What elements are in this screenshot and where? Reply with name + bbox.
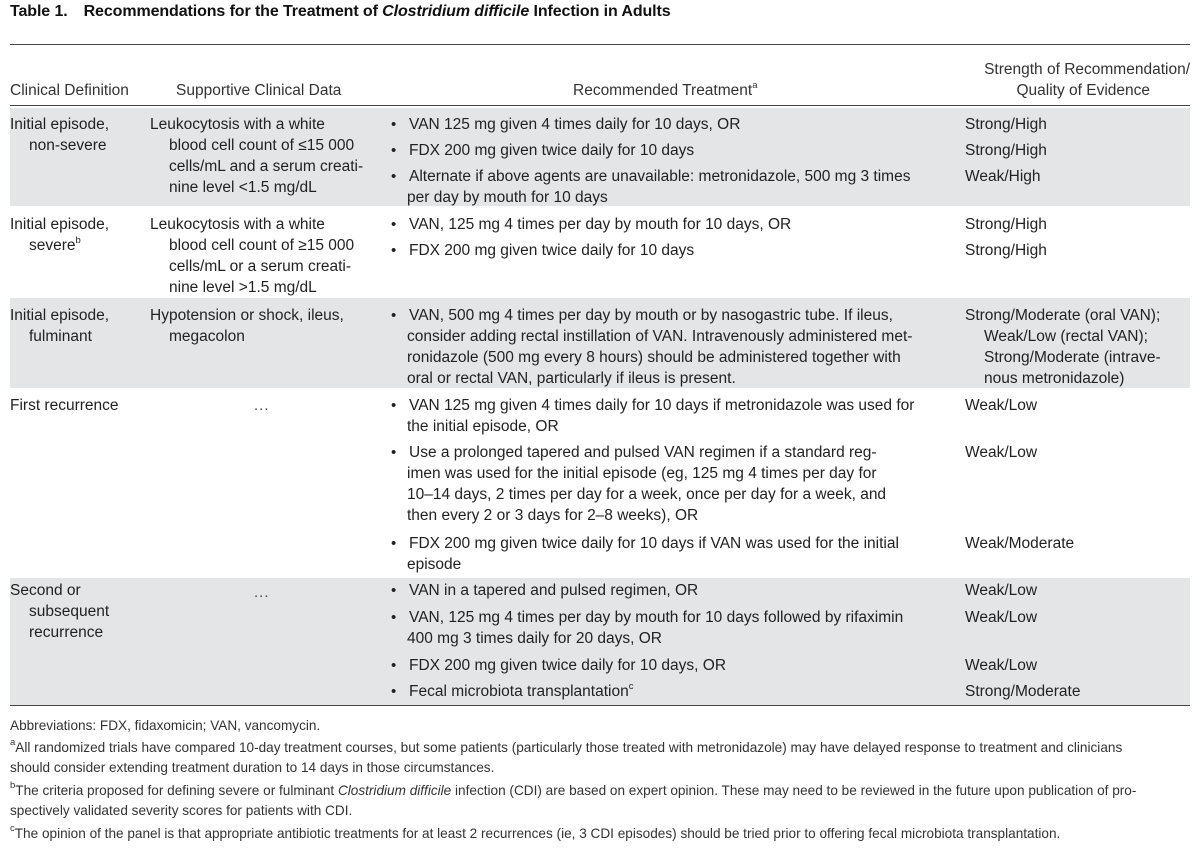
footnote-c-marker: c: [628, 681, 634, 692]
treatment-item: • VAN, 125 mg 4 times per day by mouth for 10 days, OR: [391, 216, 792, 233]
definition-first-recurrence: First recurrence: [10, 397, 119, 414]
strength-value: Strong/Moderate: [965, 683, 1081, 700]
treatment-item: • FDX 200 mg given twice daily for 10 days, OR: [391, 657, 727, 674]
table-title: [10, 3, 671, 29]
treatment-item: • FDX 200 mg given twice daily for 10 days: [391, 142, 695, 159]
strength-value: Strong/High: [965, 116, 1047, 133]
strength-value: Weak/Low: [965, 657, 1038, 674]
title-text-start: Recommendations for the Treatment of: [83, 3, 383, 20]
treatment-item: • VAN 125 mg given 4 times daily for 10 days if metronidazole was used for the initial episode, OR: [391, 397, 915, 435]
definition-severe: Initial episode, severe$^b$: [10, 216, 110, 254]
support-ellipsis: ...: [254, 584, 270, 601]
strength-value: Weak/Moderate: [965, 535, 1075, 552]
treatment-item: • FDX 200 mg given twice daily for 10 days: [391, 242, 695, 259]
definition-second-recurrence: Second or subsequent recurrence: [10, 582, 110, 641]
table-number: Table 1.: [10, 3, 68, 20]
bottom-rule: [10, 705, 1190, 706]
definition-nonsevere: Initial episode, non-severe: [10, 116, 110, 154]
title-text-end: Infection in Adults: [529, 3, 671, 20]
strength-value: Weak/Low: [965, 397, 1038, 414]
strength-value: Weak/High: [965, 168, 1041, 185]
strength-value: Weak/Low: [965, 609, 1038, 626]
treatment-item: • Alternate if above agents are unavailable: metronidazole, 500 mg 3 times per day by mouth for 10 days: [391, 168, 911, 206]
footnote-abbreviations: Abbreviations: FDX, fidaxomicin; VAN, vancomycin.: [10, 718, 321, 733]
header-recommended-treatment: Recommended Treatment$^a$: [573, 80, 758, 99]
treatment-item: • FDX 200 mg given twice daily for 10 days if VAN was used for the initial episode: [391, 535, 899, 573]
support-ellipsis: ...: [254, 397, 270, 414]
footnote-c: $^c$The opinion of the panel is that appropriate antibiotic treatments for at least 2 recurrences (ie, 3 CDI episodes) should be tried prior to offering fecal microbiota transplantation.: [10, 823, 1061, 841]
strength-fulminant: Strong/Moderate (oral VAN); Weak/Low (rectal VAN); Strong/Moderate (intrave- nous metronidazole): [965, 307, 1161, 387]
header-rule: [10, 105, 1190, 106]
footnote-b: $^b$The criteria proposed for defining severe or fulminant Clostridium difficile infection (CDI) are based on expert opinion. These may need to be reviewed in the future upon publication of pro- spectively validated severity scores for patients with CDI.: [10, 780, 1137, 818]
footnote-b-marker: b: [75, 235, 81, 246]
strength-value: Strong/High: [965, 216, 1047, 233]
title-organism: Clostridium difficile: [382, 3, 530, 20]
strength-value: Strong/High: [965, 242, 1047, 259]
definition-fulminant: Initial episode, fulminant: [10, 307, 110, 345]
support-nonsevere: Leukocytosis with a white blood cell count of ≤15 000 cells/mL and a serum creati- nine level <1.5 mg/dL: [150, 116, 364, 196]
treatment-item: • VAN, 125 mg 4 times per day by mouth for 10 days followed by rifaximin 400 mg 3 times daily for 20 days, OR: [391, 609, 904, 647]
strength-value: Weak/Low: [965, 444, 1038, 461]
treatment-item: • VAN, 500 mg 4 times per day by mouth or by nasogastric tube. If ileus, consider adding rectal instillation of VAN. Intravenously administered met- ronidazole (500 mg every 8 hours) should be administered together with oral or rectal VAN, particularly if ileus is present.: [391, 307, 913, 387]
strength-value: Weak/Low: [965, 582, 1038, 599]
support-fulminant: Hypotension or shock, ileus, megacolon: [150, 307, 344, 345]
header-supportive-data: Supportive Clinical Data: [176, 82, 342, 99]
strength-value: Strong/High: [965, 142, 1047, 159]
footnote-a-marker: a: [752, 80, 758, 91]
support-severe: Leukocytosis with a white blood cell count of ≥15 000 cells/mL or a serum creati- nine level >1.5 mg/dL: [150, 216, 355, 296]
treatment-item: • VAN in a tapered and pulsed regimen, OR: [391, 582, 699, 599]
treatment-item: • VAN 125 mg given 4 times daily for 10 days, OR: [391, 116, 741, 133]
top-rule: [10, 44, 1190, 45]
treatment-item: • Use a prolonged tapered and pulsed VAN regimen if a standard reg- imen was used for the initial episode (eg, 125 mg 4 times per day for 10–14 days, 2 times per day for a week, once per day for a week, and then every 2 or 3 days for 2–8 weeks), OR: [391, 444, 887, 524]
header-strength: Strength of Recommendation/ Quality of Evidence: [984, 61, 1190, 99]
treatment-item: • Fecal microbiota transplantation$^c$: [391, 681, 634, 700]
footnote-a: $^a$All randomized trials have compared 10-day treatment courses, but some patients (particularly those treated with metronidazole) may have delayed response to treatment and clinicians should consider extending treatment duration to 14 days in those circumstances.: [10, 737, 1123, 775]
header-clinical-definition: Clinical Definition: [10, 82, 129, 99]
